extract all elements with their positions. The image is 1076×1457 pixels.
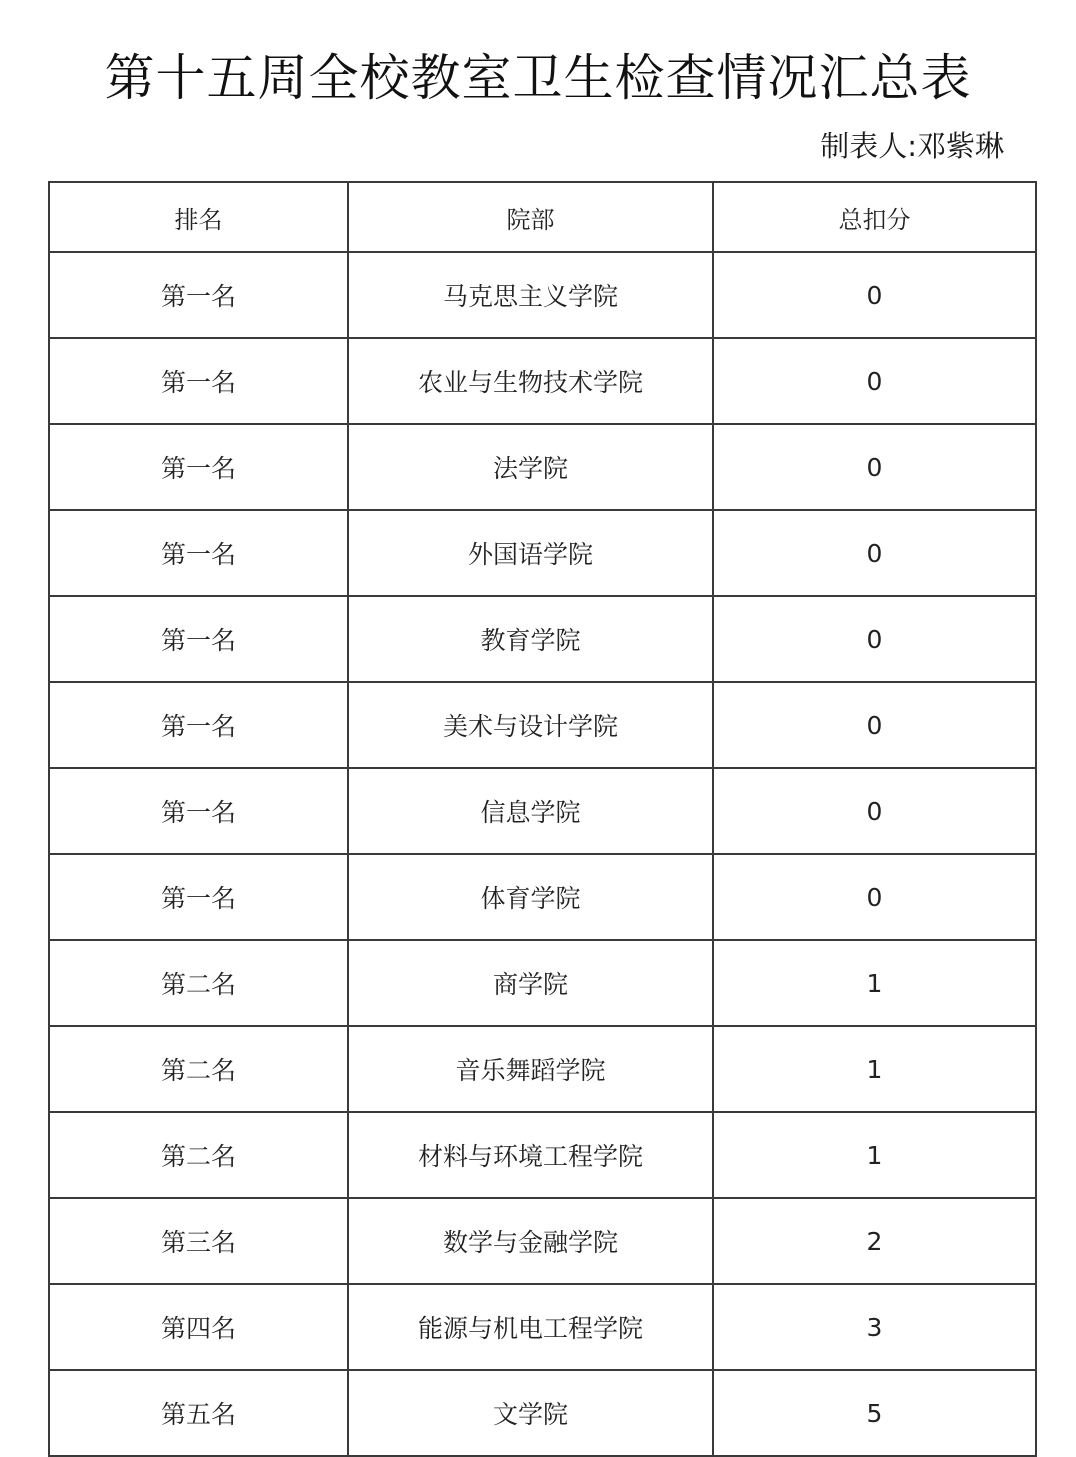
table-row bbox=[49, 682, 1036, 768]
score-cell: 3 bbox=[713, 1284, 1036, 1370]
department-cell: 文学院 bbox=[348, 1370, 713, 1456]
rank-cell: 第一名 bbox=[49, 252, 348, 338]
table-row bbox=[49, 510, 1036, 596]
rank-cell: 第一名 bbox=[49, 854, 348, 940]
rank-cell: 第一名 bbox=[49, 510, 348, 596]
header-total-deduction: 总扣分 bbox=[713, 182, 1036, 252]
department-cell: 信息学院 bbox=[348, 768, 713, 854]
score-cell: 5 bbox=[713, 1370, 1036, 1456]
table-row bbox=[49, 940, 1036, 1026]
table-row bbox=[49, 854, 1036, 940]
department-cell: 音乐舞蹈学院 bbox=[348, 1026, 713, 1112]
rank-cell: 第一名 bbox=[49, 338, 348, 424]
score-cell: 1 bbox=[713, 1026, 1036, 1112]
table-row bbox=[49, 1284, 1036, 1370]
table-row bbox=[49, 1198, 1036, 1284]
department-cell: 农业与生物技术学院 bbox=[348, 338, 713, 424]
score-cell: 0 bbox=[713, 596, 1036, 682]
table-row bbox=[49, 252, 1036, 338]
rank-cell: 第三名 bbox=[49, 1198, 348, 1284]
rank-cell: 第一名 bbox=[49, 596, 348, 682]
department-cell: 能源与机电工程学院 bbox=[348, 1284, 713, 1370]
header-department: 院部 bbox=[348, 182, 713, 252]
department-cell: 美术与设计学院 bbox=[348, 682, 713, 768]
score-cell: 0 bbox=[713, 510, 1036, 596]
score-cell: 0 bbox=[713, 768, 1036, 854]
table-maker: 制表人:邓紫琳 bbox=[820, 129, 1004, 163]
department-cell: 外国语学院 bbox=[348, 510, 713, 596]
rank-cell: 第一名 bbox=[49, 682, 348, 768]
department-cell: 教育学院 bbox=[348, 596, 713, 682]
rank-cell: 第一名 bbox=[49, 424, 348, 510]
rank-cell: 第二名 bbox=[49, 1026, 348, 1112]
rank-cell: 第五名 bbox=[49, 1370, 348, 1456]
score-cell: 2 bbox=[713, 1198, 1036, 1284]
department-cell: 法学院 bbox=[348, 424, 713, 510]
rank-cell: 第四名 bbox=[49, 1284, 348, 1370]
table-row bbox=[49, 1112, 1036, 1198]
score-cell: 0 bbox=[713, 424, 1036, 510]
score-cell: 0 bbox=[713, 854, 1036, 940]
department-cell: 商学院 bbox=[348, 940, 713, 1026]
table-row bbox=[49, 768, 1036, 854]
table-row bbox=[49, 596, 1036, 682]
page-title: 第十五周全校教室卫生检查情况汇总表 bbox=[104, 49, 972, 107]
score-cell: 0 bbox=[713, 338, 1036, 424]
table-row bbox=[49, 338, 1036, 424]
department-cell: 体育学院 bbox=[348, 854, 713, 940]
header-rank: 排名 bbox=[49, 182, 348, 252]
score-cell: 0 bbox=[713, 682, 1036, 768]
score-cell: 0 bbox=[713, 252, 1036, 338]
rank-cell: 第二名 bbox=[49, 1112, 348, 1198]
department-cell: 马克思主义学院 bbox=[348, 252, 713, 338]
department-cell: 材料与环境工程学院 bbox=[348, 1112, 713, 1198]
rank-cell: 第二名 bbox=[49, 940, 348, 1026]
table-header-row bbox=[49, 182, 1036, 252]
department-cell: 数学与金融学院 bbox=[348, 1198, 713, 1284]
summary-table bbox=[48, 181, 1037, 1457]
score-cell: 1 bbox=[713, 940, 1036, 1026]
table-row bbox=[49, 424, 1036, 510]
rank-cell: 第一名 bbox=[49, 768, 348, 854]
table-row bbox=[49, 1370, 1036, 1456]
table-row bbox=[49, 1026, 1036, 1112]
score-cell: 1 bbox=[713, 1112, 1036, 1198]
